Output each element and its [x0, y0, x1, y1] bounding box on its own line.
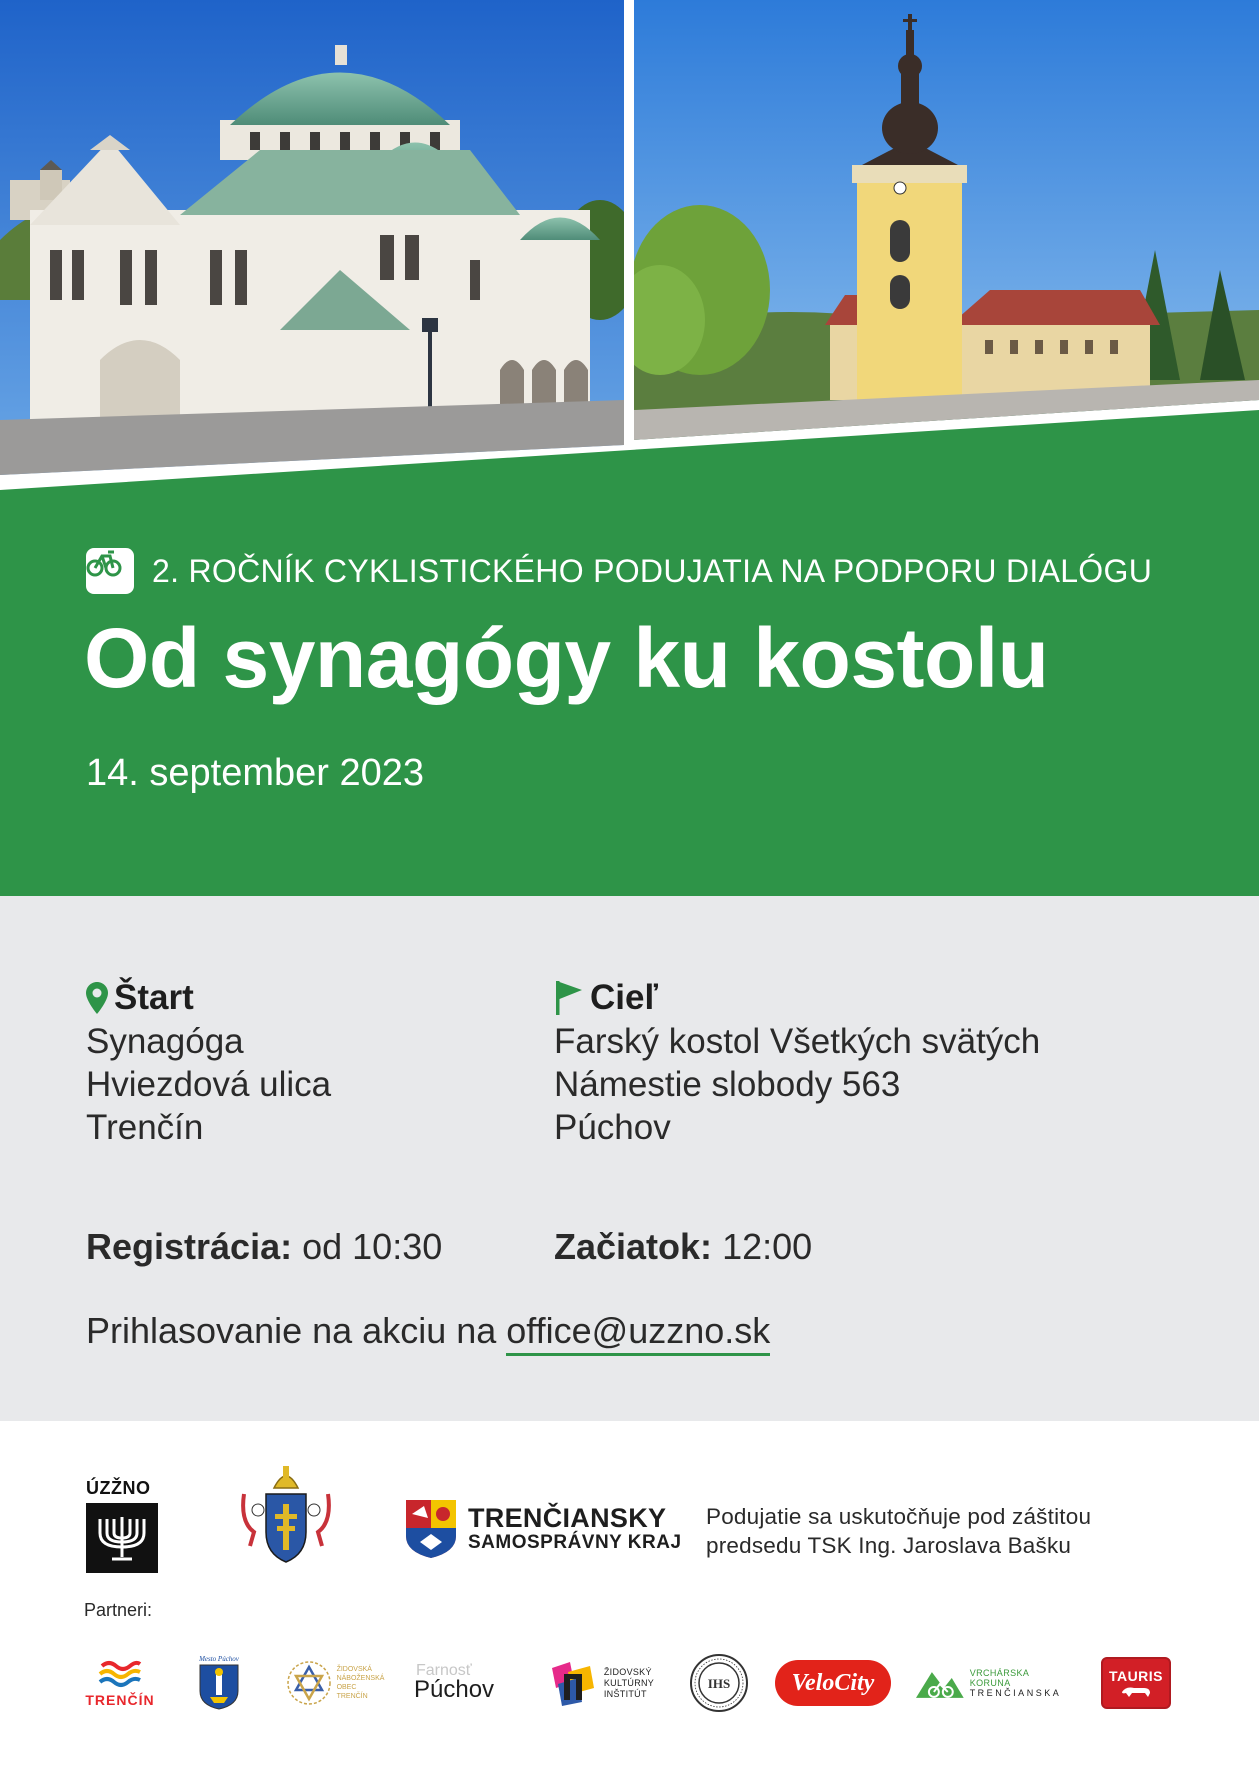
- diocese-coat-of-arms-icon: [236, 1462, 336, 1575]
- finish-line: Púchov: [554, 1108, 671, 1147]
- zno-label-4: TRENČÍN: [336, 1693, 368, 1700]
- finish-line: Farský kostol Všetkých svätých: [554, 1022, 1041, 1061]
- church-photo: [615, 0, 1259, 450]
- jesuit-seal-icon: [689, 1653, 749, 1713]
- title-band: [0, 400, 1259, 896]
- email-link[interactable]: office@uzzno.sk: [506, 1310, 770, 1356]
- bull-icon: [1120, 1684, 1152, 1698]
- flag-icon: [554, 981, 584, 1015]
- uzzno-logo: [86, 1478, 160, 1573]
- trencin-label: TRENČÍN: [85, 1692, 155, 1708]
- signup-line: [86, 1310, 770, 1352]
- tsk-shield-icon: [406, 1500, 456, 1558]
- farnost-label: Farnosť: [416, 1662, 472, 1679]
- start-time-label: Začiatok:: [554, 1226, 713, 1267]
- subtitle-row: [86, 548, 1152, 594]
- partner-velocity-logo: [774, 1652, 892, 1714]
- finish-heading-label: Cieľ: [590, 978, 658, 1017]
- registration-value: od 10:30: [302, 1226, 443, 1267]
- finish-block: [554, 976, 1040, 1149]
- menorah-icon: [86, 1503, 158, 1573]
- velocity-label: VeloCity: [791, 1669, 875, 1696]
- vrcharska-label-2: TRENČIANSKA: [969, 1688, 1062, 1698]
- tsk-name-line2: SAMOSPRÁVNY KRAJ: [468, 1532, 682, 1553]
- trencin-wave-icon: [98, 1658, 142, 1690]
- partner-tauris-logo: [1100, 1652, 1172, 1714]
- event-date: 14. september 2023: [86, 752, 425, 794]
- partner-farnost-puchov-logo: [414, 1652, 510, 1714]
- tsk-name-line1: TRENČIANSKY: [468, 1503, 667, 1533]
- zno-label-3: OBEC: [336, 1684, 357, 1691]
- finish-line: Námestie slobody 563: [554, 1065, 901, 1104]
- start-block: [86, 976, 331, 1149]
- registration-label: Registrácia:: [86, 1226, 293, 1267]
- event-title: Od synagógy ku kostolu: [84, 611, 1049, 705]
- partner-vrcharska-koruna-logo: [914, 1652, 1072, 1714]
- partner-mesto-puchov-logo: [196, 1652, 242, 1714]
- tauris-label: TAURIS: [1108, 1668, 1164, 1684]
- farnost-puchov-label: Púchov: [414, 1676, 495, 1703]
- start-heading: [86, 976, 331, 1020]
- partner-zno-trencin-logo: [280, 1652, 390, 1714]
- start-time: [554, 1226, 812, 1268]
- signup-text: Prihlasovanie na akciu na: [86, 1310, 507, 1351]
- star-of-david-icon: [286, 1660, 332, 1706]
- finish-heading: [554, 976, 1040, 1020]
- zki-label-2: KULTÚRNY: [603, 1677, 655, 1688]
- zki-symbol-icon: [548, 1658, 598, 1708]
- info-section: [0, 896, 1259, 1421]
- uzzno-logo-label: ÚZŽNO: [86, 1478, 151, 1498]
- start-line: Synagóga: [86, 1022, 244, 1061]
- mesto-puchov-label: Mesto Púchov: [199, 1655, 239, 1663]
- start-line: Hviezdová ulica: [86, 1065, 332, 1104]
- map-pin-icon: [86, 982, 108, 1014]
- partner-jesuit-seal-logo: [688, 1652, 750, 1714]
- vrcharska-label-1: VRCHÁRSKA KORUNA: [969, 1668, 1029, 1688]
- mountain-cyclist-icon: [914, 1666, 966, 1700]
- event-subtitle: 2. ROČNÍK CYKLISTICKÉHO PODUJATIA NA PODPORU DIALÓGU: [152, 552, 1153, 589]
- zno-label-2: NÁBOŽENSKÁ: [336, 1675, 385, 1682]
- bicycle-icon: [86, 548, 134, 594]
- start-heading-label: Štart: [114, 978, 194, 1017]
- partner-zki-logo: [546, 1652, 656, 1714]
- patronage-line: Podujatie sa uskutočňuje pod záštitou: [706, 1504, 1092, 1529]
- start-line: Trenčín: [86, 1108, 204, 1147]
- registration-time: [86, 1226, 442, 1268]
- partners-label: Partneri:: [84, 1600, 153, 1620]
- jesuit-monogram: IHS: [707, 1676, 731, 1691]
- partner-trencin-logo: [84, 1652, 156, 1714]
- zki-label-1: ŽIDOVSKÝ: [603, 1666, 652, 1677]
- start-time-value: 12:00: [722, 1226, 813, 1267]
- zno-label-1: ŽIDOVSKÁ: [336, 1666, 372, 1673]
- patronage-note: [706, 1502, 1091, 1560]
- tsk-logo: [406, 1500, 682, 1558]
- zki-label-3: INŠTITÚT: [603, 1688, 647, 1699]
- puchov-shield-icon: [198, 1663, 240, 1711]
- patronage-line: predsedu TSK Ing. Jaroslava Bašku: [706, 1533, 1072, 1558]
